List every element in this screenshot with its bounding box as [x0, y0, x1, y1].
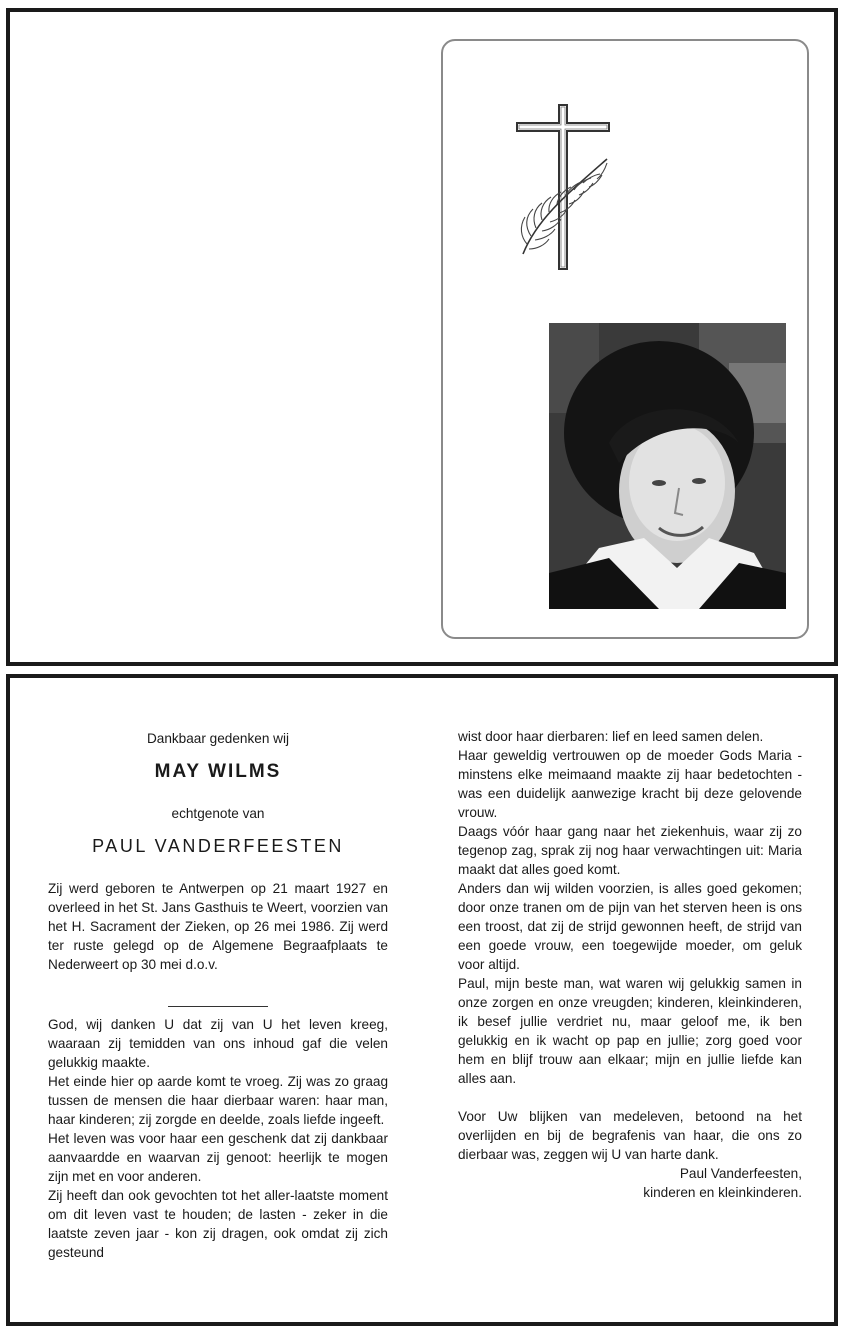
card-front-panel: [6, 8, 838, 666]
spacer: [458, 1088, 802, 1107]
paragraph: Daags vóór haar gang naar het ziekenhuis, waar zij zo tegenop zag, sprak zij nog haar verwachtingen uit: Maria maakt dat alles goed komt.: [458, 824, 802, 877]
biography-paragraph: Zij werd geboren te Antwerpen op 21 maart 1927 en overleed in het St. Jans Gasthuis te Weert, voorzien van het H. Sacrament der Zieken, op 26 mei 1986. Zij werd ter ruste gelegd op de Algemene Begraafplaats te Nederweert op 30 mei d.o.v.: [48, 881, 388, 972]
left-body-text: [48, 1015, 388, 1262]
thanks-paragraph: Voor Uw blijken van medeleven, betoond na het overlijden en bij de begrafenis van haar, die ons zo dierbaar was, zeggen wij U van harte dank.: [458, 1109, 802, 1162]
paragraph: wist door haar dierbaren: lief en leed samen delen.: [458, 729, 764, 744]
paragraph: Haar geweldig vertrouwen op de moeder Gods Maria - minstens elke meimaand maakte zij haar bedetochten - was een duidelijk aanwezige kracht bij deze gelovende vrouw.: [458, 748, 802, 820]
divider-line: [168, 1006, 268, 1007]
paragraph: God, wij danken U dat zij van U het leven kreeg, waaraan zij temidden van ons inhoud gaf die velen gelukkig maakte.: [48, 1017, 388, 1070]
spouse-name: PAUL VANDERFEESTEN: [92, 836, 344, 856]
paragraph: Zij heeft dan ook gevochten tot het aller-laatste moment om dit leven vast te houden; de lasten - zeker in die laatste zeven jaar - kon zij dragen, ook omdat zij zich gesteund: [48, 1188, 388, 1260]
card-text-panel: [6, 674, 838, 1326]
signature-line: kinderen en kleinkinderen.: [643, 1185, 802, 1200]
portrait-photo: [549, 323, 786, 609]
deceased-name: MAY WILMS: [154, 761, 282, 782]
cross-with-palm-icon: [507, 99, 637, 274]
intro-text: Dankbaar gedenken wij: [146, 731, 290, 746]
paragraph: Het leven was voor haar een geschenk dat zij dankbaar aanvaardde en waarvan zij genoot: heerlijk te mogen zijn met en voor anderen.: [48, 1131, 388, 1184]
paragraph: Paul, mijn beste man, wat waren wij gelukkig samen in onze zorgen en onze vreugden; kinderen, kleinkinderen, ik besef jullie verdriet nu, maar geloof me, ik ben gelukkig en ik wacht op pap en jullie; zorg goed voor hem en blijf trouw aan elkaar; mijn en jullie liefde kan alles aan.: [458, 976, 802, 1086]
paragraph: Anders dan wij wilden voorzien, is alles goed gekomen; door onze tranen om de pijn van het sterven heen is ons een troost, dat zij de strijd gewonnen heeft, de strijd van een goede vrouw, een toegewijde moeder, om geluk voor altijd.: [458, 881, 802, 972]
right-body-text: [458, 727, 802, 1202]
paragraph: Het einde hier op aarde komt te vroeg. Zij was zo graag tussen de mensen die haar dierbaar waren: haar man, haar kinderen; zij zorgde en deelde, zoals liefde ingeeft.: [48, 1074, 388, 1127]
inner-card-frame: [441, 39, 809, 639]
signature-line: Paul Vanderfeesten,: [679, 1166, 802, 1181]
spouse-label: echtgenote van: [171, 806, 265, 821]
